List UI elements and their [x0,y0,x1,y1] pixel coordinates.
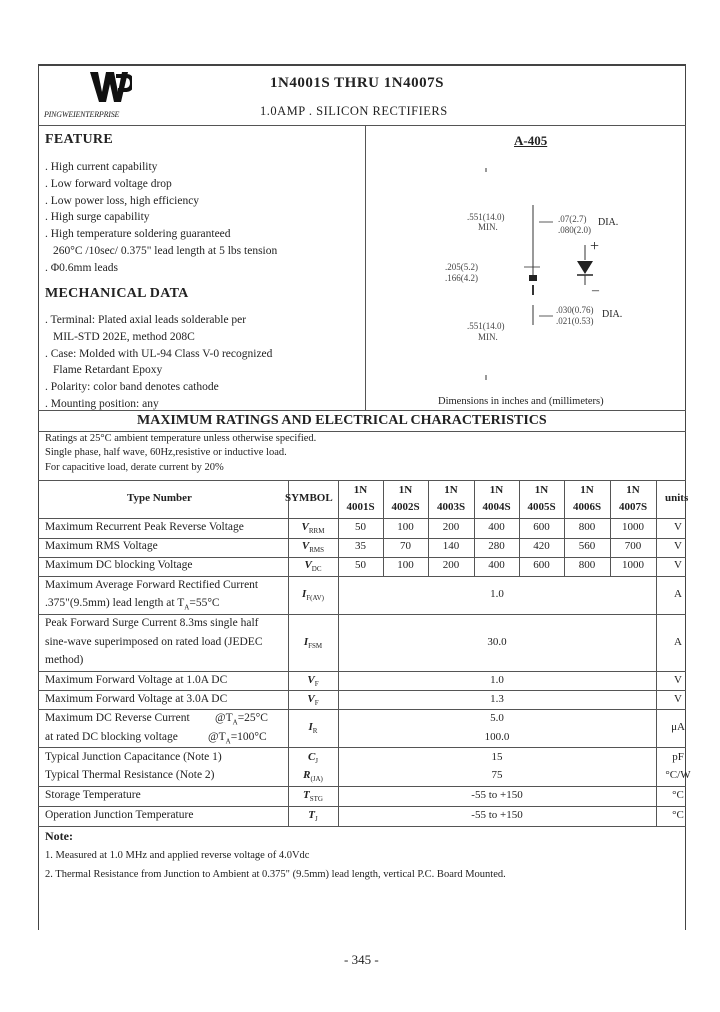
dim-body-len2: .166(4.2) [445,273,478,283]
page-subtitle: 1.0AMP . SILICON RECTIFIERS [260,104,448,118]
value-cell: 35 [355,540,366,552]
symbol-tj: $T_J$ [308,809,318,824]
dim-lead-dia: .030(0.76) [556,305,594,315]
frame-top-border [38,64,686,66]
row-label-ifsm-3: method) [45,654,84,666]
column-divider [365,125,366,410]
dimensions-note: Dimensions in inches and (millimeters) [438,396,604,407]
value-cell: 800 [578,521,596,533]
row-label-vrms: Maximum RMS Voltage [45,540,158,552]
unit-cell: °C [672,789,684,801]
unit-cell: °C/W [665,769,691,781]
dim-lead-top-min: MIN. [478,222,498,232]
ratings-divider-bottom [38,431,686,432]
part-header: 1N [353,484,368,496]
symbol-vrrm: $V_{RRM}$ [301,521,325,536]
row-label-vdc: Maximum DC blocking Voltage [45,559,193,571]
value-cell: 200 [442,559,460,571]
part-header: 1N [489,484,504,496]
dim-lead-dia2: .021(0.53) [556,316,594,326]
value-cell: 70 [400,540,411,552]
value-cell: 420 [533,540,550,552]
feature-item: . Φ0.6mm leads [45,262,118,274]
value-cell: 560 [578,540,596,552]
row-label-tj: Operation Junction Temperature [45,809,194,821]
unit-cell: V [674,674,682,686]
value-cell: 50 [355,521,366,533]
mechanical-item: MIL-STD 202E, method 208C [53,331,195,343]
company-name: PINGWEIENTERPRISE [44,110,120,119]
mechanical-item: . Polarity: color band denotes cathode [45,381,219,393]
dia-label-2: DIA. [602,309,623,320]
symbol-tstg: $T_{STG}$ [303,789,323,804]
symbol-vdc: $V_{DC}$ [304,559,322,574]
value-cell: 1.0 [490,588,504,600]
unit-cell: μA [671,721,685,733]
value-cell: 400 [488,521,505,533]
feature-item: . High current capability [45,161,158,173]
page-title: 1N4001S THRU 1N4007S [270,75,444,91]
value-cell: 5.0 [490,712,504,724]
mechanical-item: Flame Retardant Epoxy [53,364,163,376]
unit-cell: V [674,521,682,533]
part-header: 4004S [482,501,511,513]
unit-cell: °C [672,809,684,821]
symbol-rja: $R_{(JA)}$ [303,769,323,784]
unit-cell: A [674,636,682,648]
symbol-cj: $C_J$ [307,751,319,766]
row-label-ifsm: Peak Forward Surge Current 8.3ms single half [45,617,259,629]
unit-cell: V [674,693,682,705]
package-name: A-405 [514,133,548,148]
unit-cell: V [674,559,682,571]
part-header: 4007S [618,501,648,513]
feature-item: . High temperature soldering guaranteed [45,228,231,240]
value-cell: 100 [397,559,414,571]
dia-label: DIA. [598,217,619,228]
note-item: 1. Measured at 1.0 MHz and applied reverse voltage of 4.0Vdc [45,850,310,861]
mechanical-item: . Terminal: Plated axial leads solderable per [45,314,247,326]
mechanical-item: . Mounting position: any [45,398,159,410]
feature-heading: FEATURE [45,132,113,147]
ratings-divider-top [38,410,686,411]
value-cell: 600 [533,521,550,533]
part-header: 4002S [391,501,420,513]
unit-cell: pF [672,751,684,763]
mechanical-heading: MECHANICAL DATA [45,286,189,301]
dim-lead-bot-min: MIN. [478,332,498,342]
part-header: 4006S [572,501,602,513]
feature-item: . High surge capability [45,211,150,223]
value-cell: 50 [355,559,366,571]
feature-item: 260°C /10sec/ 0.375" lead length at 5 lbs tension [53,245,278,257]
part-header: 4001S [346,501,375,513]
part-header: 1N [398,484,413,496]
row-label-ifsm-2: sine-wave superimposed on rated load (JEDEC [45,636,263,648]
row-label-vf3: Maximum Forward Voltage at 3.0A DC [45,693,228,705]
dim-body-len: .205(5.2) [445,262,478,272]
row-condition-ir-100: $@T_A=100^\circ C$ [208,731,267,746]
value-cell: 400 [488,559,505,571]
part-header: 4003S [436,501,466,513]
dim-body-dia: .07(2.7) [558,214,587,224]
symbol-vf1: $V_F$ [307,674,319,689]
value-cell: 100.0 [484,731,510,743]
ratings-line: Ratings at 25°C ambient temperature unless otherwise specified. [45,433,317,444]
value-cell: 1.0 [490,674,504,686]
row-label-vf1: Maximum Forward Voltage at 1.0A DC [45,674,228,686]
value-cell: -55 to +150 [471,809,523,821]
company-logo [88,70,132,106]
minus-sign: – [592,283,599,298]
value-cell: 600 [533,559,550,571]
value-cell: 75 [491,769,503,781]
feature-item: . Low power loss, high efficiency [45,195,200,207]
row-condition-ir-25: $@T_A=25^\circ C$ [215,712,268,727]
frame-left-border [38,64,39,930]
header-divider [38,125,686,126]
symbol-vf3: $V_F$ [307,693,319,708]
part-header: 1N [534,484,549,496]
symbol-header: SYMBOL [285,492,333,504]
value-cell: 800 [578,559,596,571]
part-header: 1N [580,484,594,496]
row-label-tstg: Storage Temperature [45,789,141,801]
unit-cell: V [674,540,682,552]
dim-body-dia2: .080(2.0) [558,225,591,235]
value-cell: 15 [491,751,503,763]
row-label-vrrm: Maximum Recurrent Peak Reverse Voltage [45,521,244,533]
feature-item: . Low forward voltage drop [45,178,172,190]
page-number: - 345 - [344,952,379,967]
value-cell: 140 [442,540,460,552]
symbol-ifsm: $I_{FSM}$ [303,636,323,651]
row-label-ir: Maximum DC Reverse Current [45,712,190,724]
value-cell: 1000 [622,521,644,533]
ratings-line: Single phase, half wave, 60Hz,resistive or inductive load. [45,447,287,458]
part-header: 1N [444,484,458,496]
symbol-vrms: $V_{RMS}$ [301,540,325,555]
units-header: units [665,492,689,504]
row-label-cj: Typical Junction Capacitance (Note 1) [45,751,222,763]
notes-heading: Note: [45,829,73,843]
row-label-iav-condition: .375"(9.5mm) lead length at $T_A=55^\circ C$ [45,597,220,612]
type-number-header: Type Number [127,492,192,504]
value-cell: 30.0 [487,636,507,648]
note-item: 2. Thermal Resistance from Junction to Ambient at 0.375" (9.5mm) lead length, vertical P.C. Board Mounted. [45,869,506,880]
value-cell: 200 [442,521,460,533]
value-cell: 1000 [622,559,644,571]
mechanical-item: . Case: Molded with UL-94 Class V-0 recognized [45,348,273,360]
unit-cell: A [674,588,682,600]
symbol-iav: $I_{F(AV)}$ [301,588,325,603]
part-header: 4005S [527,501,556,513]
value-cell: 1.3 [490,693,504,705]
plus-sign: + [590,238,600,255]
ratings-line: For capacitive load, derate current by 20% [45,462,224,473]
row-label-rja: Typical Thermal Resistance (Note 2) [45,769,215,781]
ratings-heading: MAXIMUM RATINGS AND ELECTRICAL CHARACTERISTICS [137,413,547,428]
dim-lead-top: .551(14.0) [467,212,505,222]
symbol-ir: $I_R$ [308,721,318,736]
part-header: 1N [626,484,640,496]
value-cell: 100 [397,521,414,533]
value-cell: -55 to +150 [471,789,523,801]
value-cell: 700 [624,540,642,552]
row-label-iav: Maximum Average Forward Rectified Current [45,579,259,591]
value-cell: 280 [488,540,505,552]
row-label-ir-2: at rated DC blocking voltage [45,731,178,743]
dim-lead-bot: .551(14.0) [467,321,505,331]
